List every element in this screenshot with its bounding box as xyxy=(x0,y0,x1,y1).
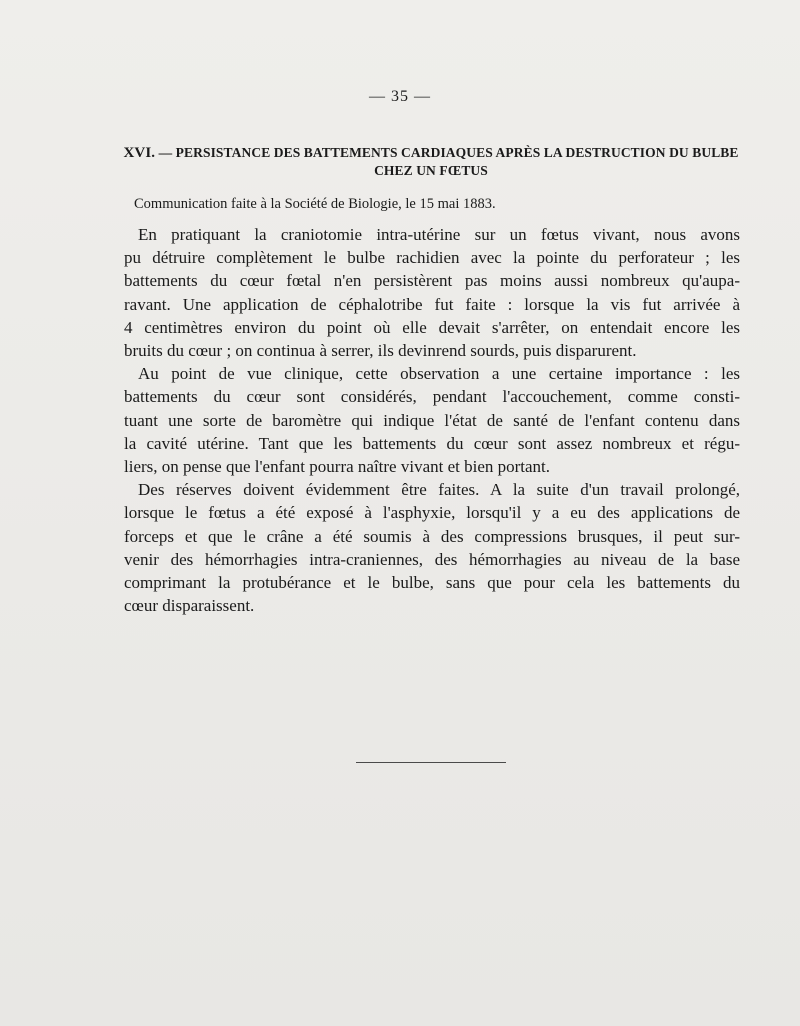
text-line: lorsque le fœtus a été exposé à l'asphyxie, lorsqu'il y a eu des applications de xyxy=(124,503,740,523)
text-line: 4 centimètres environ du point où elle devait s'arrêter, on entendait encore les xyxy=(124,317,740,337)
article-title xyxy=(122,144,740,180)
title-roman-numeral: XVI. xyxy=(123,145,156,161)
article-body xyxy=(124,223,740,617)
text-line: Au point de vue clinique, cette observation a une certaine importance : les xyxy=(138,364,740,384)
article-subtitle: Communication faite à la Société de Biologie, le 15 mai 1883. xyxy=(134,196,496,212)
end-rule-divider xyxy=(356,762,506,763)
text-line: pu détruire complètement le bulbe rachidien avec la pointe du perforateur ; les xyxy=(124,248,740,268)
text-line: forceps et que le crâne a été soumis à des compressions brusques, il peut sur- xyxy=(124,526,740,546)
text-line: battements du cœur sont considérés, pendant l'accouchement, comme consti- xyxy=(124,387,740,407)
title-line-2: CHEZ UN FŒTUS xyxy=(374,163,488,178)
text-line: la cavité utérine. Tant que les battements du cœur sont assez nombreux et régu- xyxy=(124,433,740,453)
text-line: Des réserves doivent évidemment être faites. A la suite d'un travail prolongé, xyxy=(138,480,740,500)
title-line-1-text: — PERSISTANCE DES BATTEMENTS CARDIAQUES APRÈS LA DESTRUCTION DU BULBE xyxy=(155,145,739,160)
paragraph-3 xyxy=(124,478,740,617)
text-line: En pratiquant la craniotomie intra-utérine sur un fœtus vivant, nous avons xyxy=(138,225,740,244)
text-line: tuant une sorte de baromètre qui indique l'état de santé de l'enfant contenu dans xyxy=(124,410,740,430)
text-line: venir des hémorrhagies intra-craniennes, des hémorrhagies au niveau de la base xyxy=(124,549,740,569)
text-line: battements du cœur fœtal n'en persistèrent pas moins aussi nombreux qu'aupa- xyxy=(124,271,740,291)
page-number: — 35 — xyxy=(369,88,431,105)
text-line: liers, on pense que l'enfant pourra naître vivant et bien portant. xyxy=(124,457,551,477)
text-line: ravant. Une application de céphalotribe fut faite : lorsque la vis fut arrivée à xyxy=(124,294,740,314)
paragraph-1 xyxy=(124,223,740,362)
text-line: bruits du cœur ; on continua à serrer, ils devinrend sourds, puis disparurent. xyxy=(124,341,637,361)
title-line-1 xyxy=(122,144,740,162)
text-line: comprimant la protubérance et le bulbe, sans que pour cela les battements du xyxy=(124,573,740,593)
paragraph-2 xyxy=(124,362,740,478)
text-line: cœur disparaissent. xyxy=(124,596,255,616)
